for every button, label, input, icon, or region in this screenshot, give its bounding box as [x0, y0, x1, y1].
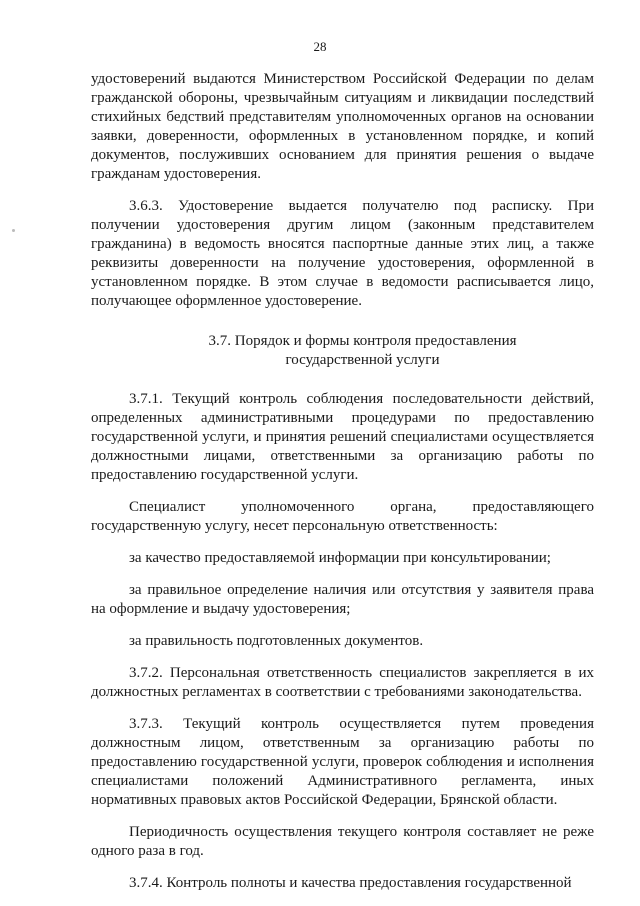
paragraph-3-6-3: 3.6.3. Удостоверение выдается получателю под расписку. При получении удостоверения другим лицом (законным представителем гражданина) в ведомость вносятся паспортные данные этих лиц, а также реквизиты доверенности на получение удостоверения, оформленной в установленном порядке. В этом случае в ведомости расписывается лицо, получающее оформленное удостоверение. [91, 198, 594, 309]
paragraph-3-7-4: 3.7.4. Контроль полноты и качества предоставления государственной [129, 875, 572, 891]
paragraph-control-periodicity: Периодичность осуществления текущего контроля составляет не реже одного раза в год. [91, 824, 594, 859]
margin-mark [12, 229, 15, 232]
list-item-information-quality: за качество предоставляемой информации при консультировании; [129, 550, 551, 566]
section-heading-3-7 [91, 332, 594, 370]
paragraph-continuation: удостоверений выдаются Министерством Российской Федерации по делам гражданской обороны, чрезвычайным ситуациям и ликвидации последствий стихийных бедствий представителям уполномоченных органов на основании заявки, доверенности, оформленных в установленном порядке, и копий документов, послуживших основанием для принятия решения о выдаче гражданам удостоверения. [91, 71, 594, 182]
paragraph-3-7-2: 3.7.2. Персональная ответственность специалистов закрепляется в их должностных регламентах в соответствии с требованиями законодательства. [91, 665, 594, 700]
section-heading-line-1: 3.7. Порядок и формы контроля предоставления [208, 333, 517, 349]
paragraph-3-7-3: 3.7.3. Текущий контроль осуществляется путем проведения должностным лицом, ответственным за организацию работы по предоставлению государственной услуги, проверок соблюдения и исполнения специалистами положений Административного регламента, иных нормативных правовых актов Российской Федерации, Брянской области. [91, 716, 594, 808]
paragraph-3-7-1: 3.7.1. Текущий контроль соблюдения последовательности действий, определенных административными процедурами по предоставлению государственной услуги, и принятия решений специалистами осуществляется должностными лицами, ответственными за организацию работы по предоставлению государственной услуги. [91, 391, 594, 483]
page-number: 28 [313, 39, 327, 54]
list-item-right-determination: за правильное определение наличия или отсутствия у заявителя права на оформление и выдачу удостоверения; [91, 582, 594, 617]
document-body [91, 70, 594, 906]
list-item-documents-correctness: за правильность подготовленных документов. [129, 633, 424, 649]
section-heading-line-2: государственной услуги [285, 352, 440, 368]
paragraph-responsibility-intro: Специалист уполномоченного органа, предоставляющего государственную услугу, несет персональную ответственность: [91, 499, 594, 534]
